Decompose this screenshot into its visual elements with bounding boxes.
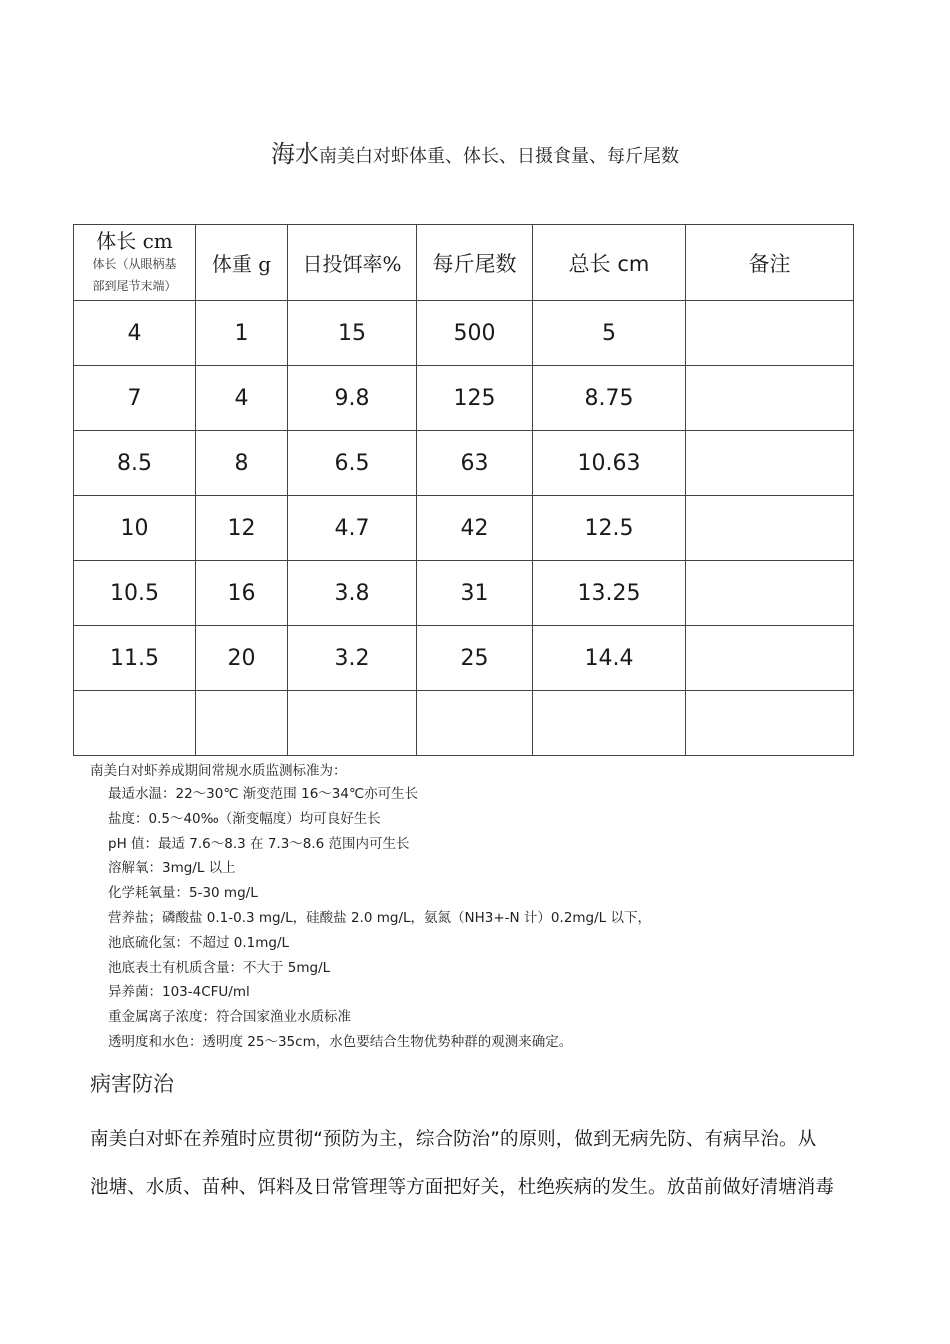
note-line: 最适水温：22～30℃ 渐变范围 16～34℃亦可生长 bbox=[108, 786, 419, 802]
cell-weight bbox=[196, 691, 288, 756]
note-line: 盐度：0.5～40‰（渐变幅度）均可良好生长 bbox=[108, 810, 381, 827]
cell-total-length: 5 bbox=[533, 301, 686, 366]
cell-count-per-jin: 31 bbox=[417, 561, 533, 626]
title-main: 海水 bbox=[271, 140, 319, 168]
cell-total-length bbox=[533, 691, 686, 756]
notes-lines bbox=[90, 782, 890, 1055]
table-row bbox=[74, 496, 854, 561]
shrimp-growth-table bbox=[73, 224, 854, 756]
notes-intro: 南美白对虾养成期间常规水质监测标准为： bbox=[90, 763, 347, 779]
table-row bbox=[74, 366, 854, 431]
note-line: 化学耗氧量：5-30 mg/L bbox=[108, 885, 258, 902]
body-paragraph bbox=[90, 1116, 870, 1212]
cell-feed-rate bbox=[288, 691, 417, 756]
cell-total-length: 14.4 bbox=[533, 626, 686, 691]
header-body-length: 体长 cm 体长（从眼柄基 部到尾节末端） bbox=[74, 225, 196, 301]
note-line: 池底硫化氢：不超过 0.1mg/L bbox=[108, 934, 290, 951]
table-row bbox=[74, 691, 854, 756]
note-line: 透明度和水色：透明度 25～35cm，水色要结合生物优势种群的观测来确定。 bbox=[108, 1033, 573, 1050]
cell-total-length: 12.5 bbox=[533, 496, 686, 561]
cell-feed-rate: 3.8 bbox=[288, 561, 417, 626]
table-header-row bbox=[74, 225, 854, 301]
header-count-per-jin: 每斤尾数 bbox=[417, 225, 533, 301]
cell-body-length: 8.5 bbox=[74, 431, 196, 496]
cell-weight: 20 bbox=[196, 626, 288, 691]
cell-body-length: 11.5 bbox=[74, 626, 196, 691]
note-line: 溶解氧：3mg/L 以上 bbox=[108, 860, 236, 877]
note-line: 营养盐；磷酸盐 0.1-0.3 mg/L，硅酸盐 2.0 mg/L，氨氮（NH3+-N 计）0.2mg/L 以下， bbox=[108, 909, 651, 926]
cell-body-length: 10.5 bbox=[74, 561, 196, 626]
cell-remark bbox=[686, 496, 854, 561]
cell-feed-rate: 3.2 bbox=[288, 626, 417, 691]
cell-total-length: 8.75 bbox=[533, 366, 686, 431]
header-weight: 体重 g bbox=[196, 225, 288, 301]
cell-remark bbox=[686, 431, 854, 496]
table-row bbox=[74, 431, 854, 496]
cell-body-length bbox=[74, 691, 196, 756]
cell-count-per-jin: 42 bbox=[417, 496, 533, 561]
paragraph-line: 南美白对虾在养殖时应贯彻“预防为主，综合防治”的原则，做到无病先防、有病早治。从 bbox=[90, 1129, 817, 1150]
cell-count-per-jin: 125 bbox=[417, 366, 533, 431]
paragraph-line: 池塘、水质、苗种、饵料及日常管理等方面把好关，杜绝疾病的发生。放苗前做好清塘消毒 bbox=[90, 1177, 835, 1198]
cell-weight: 8 bbox=[196, 431, 288, 496]
note-line: 重金属离子浓度：符合国家渔业水质标准 bbox=[108, 1009, 351, 1026]
cell-remark bbox=[686, 366, 854, 431]
table-row bbox=[74, 301, 854, 366]
cell-remark bbox=[686, 561, 854, 626]
cell-count-per-jin: 63 bbox=[417, 431, 533, 496]
note-line: pH 值：最适 7.6～8.3 在 7.3～8.6 范围内可生长 bbox=[108, 835, 410, 852]
cell-count-per-jin: 500 bbox=[417, 301, 533, 366]
cell-weight: 12 bbox=[196, 496, 288, 561]
note-line: 异养菌：103-4CFU/ml bbox=[108, 984, 250, 1001]
cell-weight: 4 bbox=[196, 366, 288, 431]
header-remark: 备注 bbox=[686, 225, 854, 301]
cell-body-length: 4 bbox=[74, 301, 196, 366]
header-total-length: 总长 cm bbox=[533, 225, 686, 301]
title-rest: 南美白对虾体重、体长、日摄食量、每斤尾数 bbox=[319, 146, 679, 167]
cell-body-length: 10 bbox=[74, 496, 196, 561]
cell-weight: 16 bbox=[196, 561, 288, 626]
cell-remark bbox=[686, 691, 854, 756]
cell-body-length: 7 bbox=[74, 366, 196, 431]
table-row bbox=[74, 561, 854, 626]
cell-feed-rate: 4.7 bbox=[288, 496, 417, 561]
cell-feed-rate: 9.8 bbox=[288, 366, 417, 431]
table-row bbox=[74, 626, 854, 691]
note-line: 池底表土有机质含量：不大于 5mg/L bbox=[108, 959, 331, 976]
cell-remark bbox=[686, 626, 854, 691]
section-heading: 病害防治 bbox=[90, 1072, 174, 1096]
cell-count-per-jin: 25 bbox=[417, 626, 533, 691]
cell-weight: 1 bbox=[196, 301, 288, 366]
cell-remark bbox=[686, 301, 854, 366]
cell-feed-rate: 6.5 bbox=[288, 431, 417, 496]
page-title bbox=[0, 134, 950, 169]
cell-total-length: 13.25 bbox=[533, 561, 686, 626]
header-feed-rate: 日投饵率% bbox=[288, 225, 417, 301]
cell-total-length: 10.63 bbox=[533, 431, 686, 496]
water-quality-notes bbox=[90, 760, 890, 1055]
cell-feed-rate: 15 bbox=[288, 301, 417, 366]
cell-count-per-jin bbox=[417, 691, 533, 756]
